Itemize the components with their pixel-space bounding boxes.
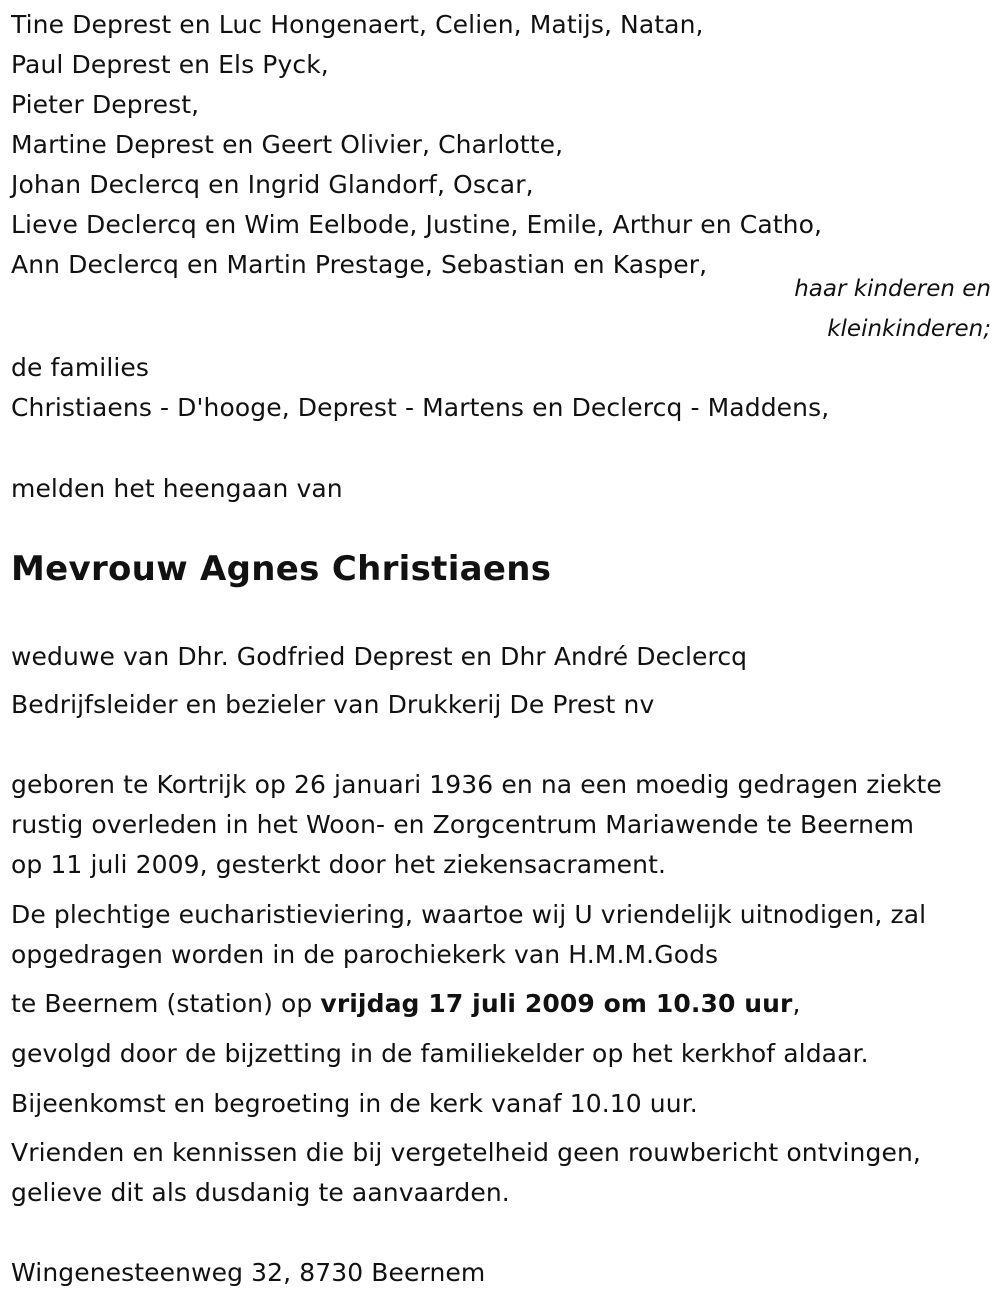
family-line-7: Ann Declercq en Martin Prestage, Sebastian en Kasper, <box>11 250 708 279</box>
born-line-1: geboren te Kortrijk op 26 januari 1936 en na een moedig gedragen ziekte <box>11 770 942 799</box>
family-line-4: Martine Deprest en Geert Olivier, Charlotte, <box>11 130 564 159</box>
families-names: Christiaens - D'hooge, Deprest - Martens en Declercq - Maddens, <box>11 393 830 422</box>
service-line-2: opgedragen worden in de parochiekerk van H.M.M.Gods <box>11 940 719 969</box>
address-line: Wingenesteenweg 32, 8730 Beernem <box>11 1258 486 1287</box>
announcement-text: melden het heengaan van <box>11 474 343 503</box>
widow-of-line: weduwe van Dhr. Godfried Deprest en Dhr André Declercq <box>11 642 748 671</box>
service-line-3 <box>11 988 801 1020</box>
service-line-3-suffix: , <box>792 989 801 1018</box>
born-line-3: op 11 juli 2009, gesterkt door het ziekensacrament. <box>11 850 667 879</box>
occupation-line: Bedrijfsleider en bezieler van Drukkerij De Prest nv <box>11 690 655 719</box>
gathering-line: Bijeenkomst en begroeting in de kerk vanaf 10.10 uur. <box>11 1089 698 1118</box>
family-line-3: Pieter Deprest, <box>11 90 200 119</box>
service-line-1: De plechtige eucharistieviering, waartoe wij U vriendelijk uitnodigen, zal <box>11 900 927 929</box>
family-line-6: Lieve Declercq en Wim Eelbode, Justine, Emile, Arthur en Catho, <box>11 210 823 239</box>
families-label: de families <box>11 353 150 382</box>
service-date-time: vrijdag 17 juli 2009 om 10.30 uur <box>320 989 793 1018</box>
notice-line-1: Vrienden en kennissen die bij vergetelheid geen rouwbericht ontvingen, <box>11 1138 921 1167</box>
family-role-line-2: kleinkinderen; <box>827 316 991 342</box>
family-line-2: Paul Deprest en Els Pyck, <box>11 50 329 79</box>
family-line-1: Tine Deprest en Luc Hongenaert, Celien, Matijs, Natan, <box>11 10 704 39</box>
family-line-5: Johan Declercq en Ingrid Glandorf, Oscar, <box>11 170 534 199</box>
obituary-document <box>11 0 991 1309</box>
burial-line: gevolgd door de bijzetting in de familiekelder op het kerkhof aldaar. <box>11 1039 869 1068</box>
born-line-2: rustig overleden in het Woon- en Zorgcentrum Mariawende te Beernem <box>11 810 915 839</box>
notice-line-2: gelieve dit als dusdanig te aanvaarden. <box>11 1178 510 1207</box>
service-line-3-prefix: te Beernem (station) op <box>11 989 321 1018</box>
deceased-name: Mevrouw Agnes Christiaens <box>11 549 552 589</box>
family-role-line-1: haar kinderen en <box>794 276 991 302</box>
